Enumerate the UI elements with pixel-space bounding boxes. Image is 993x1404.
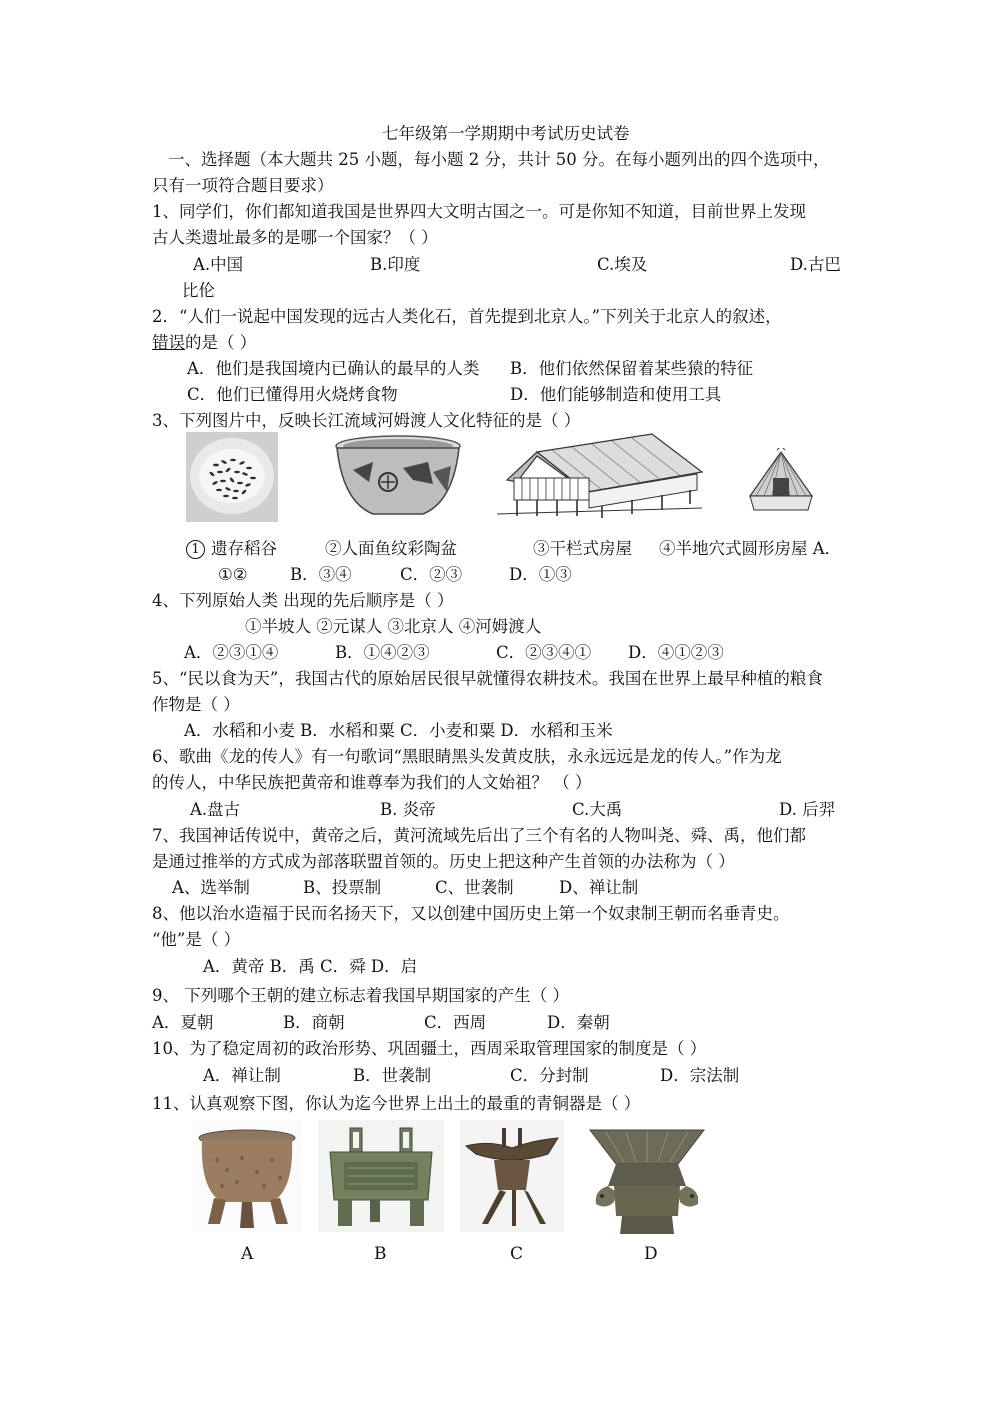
page-title: 七年级第一学期期中考试历史试卷 (382, 124, 630, 143)
painted-pottery-basin-image (333, 432, 463, 522)
q1-option-a: A.中国 (193, 255, 244, 274)
q2-text-cont (152, 331, 256, 355)
q8-text: 8、他以治水造福于民而名扬天下，又以创建中国历史上第一个奴隶制王朝而名垂青史。 (152, 904, 790, 923)
q2-option-a: A．他们是我国境内已确认的最早的人类 (187, 359, 480, 378)
q5-text-cont: 作物是（ ） (152, 695, 240, 714)
q3-option-a: ①② (218, 565, 248, 584)
q3-text: 3、下列图片中，反映长江流域河姆渡人文化特征的是（ ） (152, 411, 581, 430)
q6-option-c: C.大禹 (572, 800, 623, 819)
q1-text-cont: 古人类遗址最多的是哪一个国家？（ ） (152, 228, 438, 247)
q11-label-b: B (374, 1244, 387, 1264)
q3-option-c: C．②③ (400, 565, 463, 584)
stilt-house-image (492, 432, 707, 520)
q2-text-tail: 的是（ ） (185, 333, 257, 352)
q6-option-a: A.盘古 (190, 800, 241, 819)
q6-option-b: B. 炎帝 (380, 800, 436, 819)
q10-text: 10、为了稳定周初的政治形势、巩固疆土，西周采取管理国家的制度是（ ） (152, 1039, 707, 1058)
section-heading: 一、选择题（本大题共 25 小题，每小题 2 分，共计 50 分。在每小题列出的四个选项中， (168, 150, 830, 169)
q6-text: 6、歌曲《龙的传人》有一句歌词“黑眼睛黑头发黄皮肤，永永远远是龙的传人。”作为龙 (152, 747, 782, 766)
q4-option-c: C．②③④① (496, 643, 592, 662)
q2-underlined-word: 错误 (152, 333, 185, 352)
q3-caption-3: ③干栏式房屋 (533, 539, 632, 558)
q3-caption-1 (186, 537, 277, 561)
q1-option-d-cont: 比伦 (182, 281, 215, 300)
q3-caption-1-number: 1 (186, 540, 205, 559)
q11-label-a: A (241, 1244, 254, 1264)
q9-option-c: C．西周 (424, 1013, 487, 1032)
q7-option-d: D、禅让制 (559, 878, 639, 897)
q8-options: A．黄帝 B．禹 C．舜 D．启 (203, 957, 418, 976)
round-house-image (746, 448, 816, 518)
q3-caption-4: ④半地穴式圆形房屋 A． (659, 539, 842, 558)
q3-caption-2: ②人面鱼纹彩陶盆 (325, 539, 457, 558)
q7-text-cont: 是通过推举的方式成为部落联盟首领的。历史上把这种产生首领的办法称为（ ） (152, 852, 735, 871)
q1-text: 1、同学们，你们都知道我国是世界四大文明古国之一。可是你知不知道，目前世界上发现 (152, 202, 806, 221)
q10-option-b: B．世袭制 (353, 1066, 432, 1085)
bronze-vessel-a-image (192, 1120, 302, 1232)
q2-text: 2．“人们一说起中国发现的远古人类化石，首先提到北京人。”下列关于北京人的叙述， (152, 307, 782, 326)
q4-option-a: A．②③①④ (184, 643, 279, 662)
q9-text: 9、 下列哪个王朝的建立标志着我国早期国家的产生（ ） (152, 986, 569, 1005)
q2-option-b: B．他们依然保留着某些猿的特征 (510, 359, 754, 378)
q7-option-c: C、世袭制 (435, 878, 514, 897)
q4-option-b: B．①④②③ (335, 643, 430, 662)
q6-text-cont: 的传人，中华民族把黄帝和谁尊奉为我们的人文始祖？ （ ） (152, 773, 592, 792)
q9-option-a: A．夏朝 (152, 1013, 214, 1032)
q5-options: A．水稻和小麦 B．水稻和粟 C．小麦和粟 D．水稻和玉米 (184, 721, 613, 740)
q9-option-d: D．秦朝 (547, 1013, 610, 1032)
q3-option-d: D．①③ (509, 565, 572, 584)
q9-option-b: B．商朝 (283, 1013, 345, 1032)
rice-grains-image (186, 432, 278, 522)
q11-text: 11、认真观察下图，你认为迄今世界上出土的最重的青铜器是（ ） (152, 1094, 641, 1113)
bronze-vessel-d-image (586, 1124, 708, 1240)
bronze-vessel-c-image (460, 1120, 564, 1232)
q7-option-a: A、选举制 (172, 878, 250, 897)
q1-option-c: C.埃及 (597, 255, 648, 274)
q2-option-c: C．他们已懂得用火烧烤食物 (187, 385, 398, 404)
q3-option-b: B．③④ (290, 565, 352, 584)
q6-option-d: D. 后羿 (779, 800, 836, 819)
q4-text: 4、下列原始人类 出现的先后顺序是（ ） (152, 591, 454, 610)
q5-text: 5、“民以食为天”，我国古代的原始居民很早就懂得农耕技术。我国在世界上最早种植的粮食 (152, 669, 823, 688)
q10-option-a: A．禅让制 (203, 1066, 281, 1085)
q7-option-b: B、投票制 (303, 878, 382, 897)
q2-option-d: D．他们能够制造和使用工具 (510, 385, 722, 404)
q11-label-c: C (510, 1244, 524, 1264)
q4-option-d: D．④①②③ (628, 643, 724, 662)
q10-option-c: C．分封制 (510, 1066, 589, 1085)
q11-label-d: D (644, 1244, 658, 1264)
section-heading-cont: 只有一项符合题目要求） (152, 176, 334, 195)
q7-text: 7、我国神话传说中，黄帝之后，黄河流域先后出了三个有名的人物叫尧、舜、禹，他们都 (152, 826, 806, 845)
q1-option-d: D.古巴 (790, 255, 841, 274)
q8-text-cont: “他”是（ ） (152, 930, 241, 949)
bronze-vessel-b-image (318, 1120, 444, 1232)
q1-option-b: B.印度 (370, 255, 421, 274)
q3-caption-1-text: 遗存稻谷 (211, 539, 277, 558)
q4-items: ①半坡人 ②元谋人 ③北京人 ④河姆渡人 (245, 617, 542, 636)
q10-option-d: D．宗法制 (660, 1066, 740, 1085)
